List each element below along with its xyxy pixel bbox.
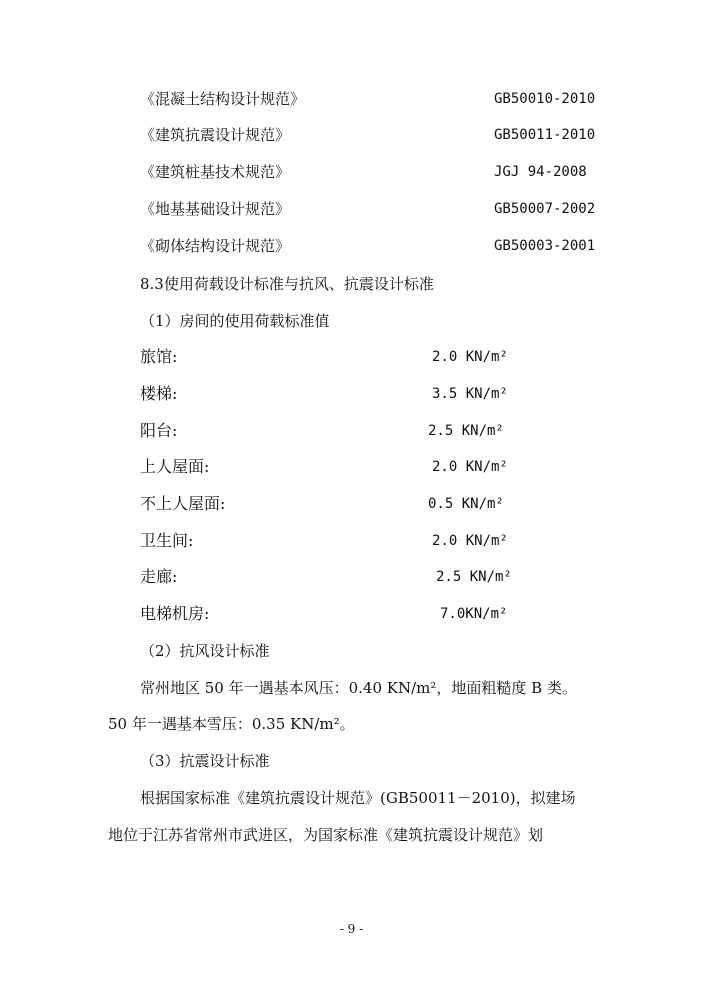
standard-code: GB50010-2010 (494, 91, 596, 107)
load-value: 2.0 KN/m² (432, 349, 508, 365)
subsection-title-room-loads: （1）房间的使用荷载标准值 (140, 312, 330, 330)
section-title: 8.3使用荷载设计标准与抗风、抗震设计标准 (140, 275, 434, 293)
standard-code: GB50007-2002 (494, 201, 596, 217)
standard-name: 《砌体结构设计规范》 (140, 237, 291, 255)
subsection-title-wind: （2）抗风设计标准 (140, 642, 270, 660)
load-name: 卫生间: (140, 531, 194, 550)
load-value: 2.0 KN/m² (432, 533, 508, 549)
standard-name: 《建筑抗震设计规范》 (140, 126, 291, 144)
load-name: 不上人屋面: (140, 494, 226, 513)
standard-name: 《地基基础设计规范》 (140, 200, 291, 218)
seismic-text-line: 根据国家标准《建筑抗震设计规范》(GB50011－2010)，拟建场 (140, 789, 576, 807)
load-value: 7.0KN/m² (440, 606, 508, 622)
load-name: 电梯机房: (140, 604, 210, 623)
load-value: 3.5 KN/m² (432, 386, 508, 402)
load-value: 2.0 KN/m² (432, 459, 508, 475)
standard-code: GB50011-2010 (494, 127, 596, 143)
load-value: 0.5 KN/m² (428, 496, 504, 512)
load-name: 楼梯: (140, 384, 178, 403)
load-name: 阳台: (140, 421, 178, 440)
standard-code: JGJ 94-2008 (494, 164, 587, 180)
snow-text: 50 年一遇基本雪压：0.35 KN/m²。 (108, 715, 355, 733)
page-number: - 9 - (339, 922, 364, 936)
load-name: 上人屋面: (140, 457, 210, 476)
load-name: 旅馆: (140, 347, 178, 366)
subsection-title-seismic: （3）抗震设计标准 (140, 752, 270, 770)
standard-code: GB50003-2001 (494, 238, 596, 254)
load-name: 走廊: (140, 567, 178, 586)
wind-text: 常州地区 50 年一遇基本风压：0.40 KN/m²，地面粗糙度 B 类。 (140, 679, 577, 697)
load-value: 2.5 KN/m² (436, 569, 512, 585)
load-value: 2.5 KN/m² (428, 423, 504, 439)
standard-name: 《混凝土结构设计规范》 (140, 90, 306, 108)
standard-name: 《建筑桩基技术规范》 (140, 163, 291, 181)
seismic-text-line: 地位于江苏省常州市武进区，为国家标准《建筑抗震设计规范》划 (108, 826, 544, 844)
